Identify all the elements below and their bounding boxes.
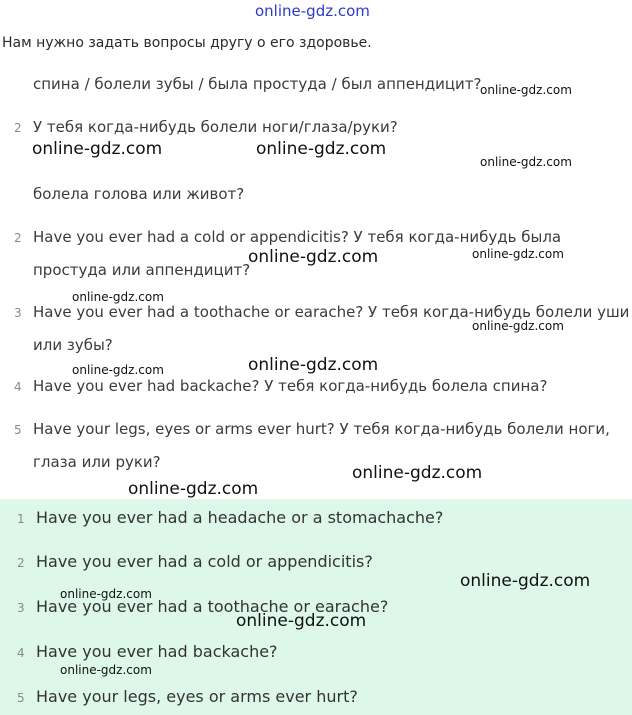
translation-line: простуда или аппендицит? [33, 261, 251, 279]
answer-text: Have you ever had a toothache or earache? [36, 597, 389, 616]
watermark: online-gdz.com [60, 587, 152, 601]
watermark: online-gdz.com [352, 463, 483, 483]
answer-number: 5 [17, 691, 25, 705]
site-title: online-gdz.com [255, 2, 370, 20]
watermark: online-gdz.com [236, 611, 367, 631]
watermark: online-gdz.com [72, 290, 164, 304]
intro-text: Нам нужно задать вопросы другу о его здоровье. [2, 35, 372, 51]
watermark: online-gdz.com [248, 247, 379, 267]
watermark: online-gdz.com [480, 83, 572, 97]
watermark: online-gdz.com [72, 363, 164, 377]
item-number: 2 [14, 231, 22, 245]
translation-line: Have you ever had backache? У тебя когда-нибудь болела спина? [33, 377, 548, 395]
answer-number: 3 [17, 601, 25, 615]
watermark: online-gdz.com [60, 663, 152, 677]
translation-line: Have you ever had a cold or appendicitis? У тебя когда-нибудь была [33, 228, 562, 246]
translation-line: или зубы? [33, 336, 113, 354]
translation-line: Have your legs, eyes or arms ever hurt? У тебя когда-нибудь болели ноги, [33, 420, 610, 438]
item-number: 2 [14, 121, 22, 135]
answer-text: Have you ever had a headache or a stomachache? [36, 508, 444, 527]
answer-number: 4 [17, 646, 25, 660]
answer-text: Have your legs, eyes or arms ever hurt? [36, 687, 358, 706]
watermark: online-gdz.com [248, 355, 379, 375]
watermark: online-gdz.com [128, 479, 259, 499]
answers-panel [0, 499, 632, 715]
translation-line: спина / болели зубы / была простуда / был аппендицит? [33, 75, 482, 93]
answer-number: 2 [17, 556, 25, 570]
watermark: online-gdz.com [256, 139, 387, 159]
item-number: 3 [14, 306, 22, 320]
watermark: online-gdz.com [480, 155, 572, 169]
item-number: 5 [14, 423, 22, 437]
watermark: online-gdz.com [472, 247, 564, 261]
watermark: online-gdz.com [472, 319, 564, 333]
answer-text: Have you ever had backache? [36, 642, 278, 661]
translation-line: У тебя когда-нибудь болели ноги/глаза/руки? [33, 118, 398, 136]
item-number: 4 [14, 380, 22, 394]
answer-text: Have you ever had a cold or appendicitis? [36, 552, 373, 571]
watermark: online-gdz.com [32, 139, 163, 159]
answer-number: 1 [17, 512, 25, 526]
translation-line: болела голова или живот? [33, 185, 245, 203]
translation-line: глаза или руки? [33, 453, 161, 471]
watermark: online-gdz.com [460, 571, 591, 591]
translation-line: Have you ever had a toothache or earache? У тебя когда-нибудь болели уши [33, 303, 630, 321]
